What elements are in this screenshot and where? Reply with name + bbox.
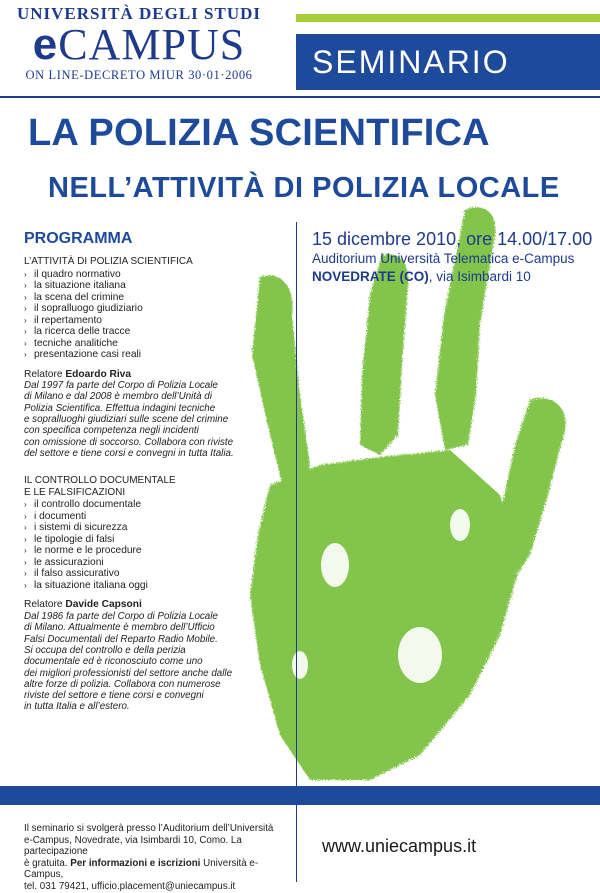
green-accent-bar [296, 14, 600, 22]
footer-contact[interactable]: tel. 031 79421, ufficio.placement@uniecampus.it [24, 880, 236, 892]
list-item: › le norme e le procedure [24, 545, 142, 557]
poster-title: LA POLIZIA SCIENTIFICA [28, 112, 490, 154]
list-item: › tecniche analitiche [24, 337, 118, 349]
list-item: › le tipologie di falsi [24, 533, 115, 545]
university-logo[interactable] [8, 4, 270, 84]
event-address [312, 268, 592, 286]
event-details [312, 228, 592, 286]
list-item: › presentazione casi reali [24, 349, 142, 361]
event-city: NOVEDRATE (CO) [312, 269, 429, 284]
speaker2-name: Davide Capsoni [65, 599, 142, 611]
footer-band [0, 786, 600, 805]
section2-list [24, 499, 284, 591]
speaker1-name: Edoardo Riva [65, 368, 132, 380]
list-item: › il sopralluogo giudiziario [24, 303, 143, 315]
website-link[interactable]: www.uniecampus.it [322, 836, 477, 856]
list-item: › la scena del crimine [24, 291, 125, 303]
list-item: › le assicurazioni [24, 556, 104, 568]
list-item: › il falso assicurativo [24, 568, 120, 580]
speaker1-bio: Dal 1997 fa parte del Corpo di Polizia Locale di Milano e dal 2008 è membro dell’Unità di Polizia Scientifica. Effettua indagini tecniche e sopralluoghi giudiziari sulle scene del crimine con specifica competenza negli incidenti con omissione di soccorso. Collabora con riviste del settore e tiene corsi e convegni in tutta Italia. [24, 380, 234, 459]
logo-e-letter: e [32, 20, 59, 69]
speaker2-line: Relatore Davide Capsoni [24, 599, 142, 611]
list-item: › il quadro normativo [24, 268, 121, 280]
section2-title: IL CONTROLLO DOCUMENTALE E LE FALSIFICAZIONI [24, 475, 176, 498]
header-divider [0, 96, 600, 98]
seminar-banner: SEMINARIO [296, 34, 600, 90]
logo-ecampus-text [8, 20, 270, 69]
footer-info: Il seminario si svolgerà presso l’Auditorium dell’Università e-Campus, Novedrate, via Isimbardi 10, Como. La partecipazione è gratuita. Per informazioni e iscrizioni Università e-Campus, tel. 031 79421, ufficio.placement@uniecampus.it [24, 823, 286, 893]
section1-list [24, 269, 284, 361]
logo-campus-word: CAMPUS [58, 20, 246, 69]
list-item: › il controllo documentale [24, 499, 142, 511]
list-item: › la ricerca delle tracce [24, 326, 131, 338]
program-heading: PROGRAMMA [24, 230, 133, 247]
event-date: 15 dicembre 2010, ore 14.00/17.00 [312, 229, 593, 249]
column-divider [296, 222, 297, 882]
poster-subtitle: NELL’ATTIVITÀ DI POLIZIA LOCALE [48, 172, 560, 204]
event-street: , via Isimbardi 10 [428, 269, 531, 284]
section1-title: L’ATTIVITÀ DI POLIZIA SCIENTIFICA [24, 256, 193, 267]
speaker2-bio: Dal 1986 fa parte del Corpo di Polizia Locale di Milano. Attualmente è membro dell’Ufficio Falsi Documentali del Reparto Radio Mobile. Si occupa del controllo e della perizia documentale ed è riconosciuto come uno dei migliori professionisti del settore anche dalle altre forze di polizia. Collabora con numerose riviste del settore e tiene corsi e convegni in tutta Italia e all’estero. [24, 611, 233, 713]
logo-university-text: UNIVERSITÀ DEGLI STUDI [16, 4, 261, 23]
logo-decree-text: ON LINE-DECRETO MIUR 30·01·2006 [25, 68, 253, 82]
list-item: › la situazione italiana [24, 280, 126, 292]
speaker1-line: Relatore Edoardo Riva [24, 368, 132, 380]
list-item: › i sistemi di sicurezza [24, 522, 128, 534]
list-item: › la situazione italiana oggi [24, 579, 148, 591]
list-item: › il repertamento [24, 314, 102, 326]
program-section [24, 228, 284, 713]
event-venue: Auditorium Università Telematica e-Campus [312, 251, 575, 266]
list-item: › i documenti [24, 510, 87, 522]
